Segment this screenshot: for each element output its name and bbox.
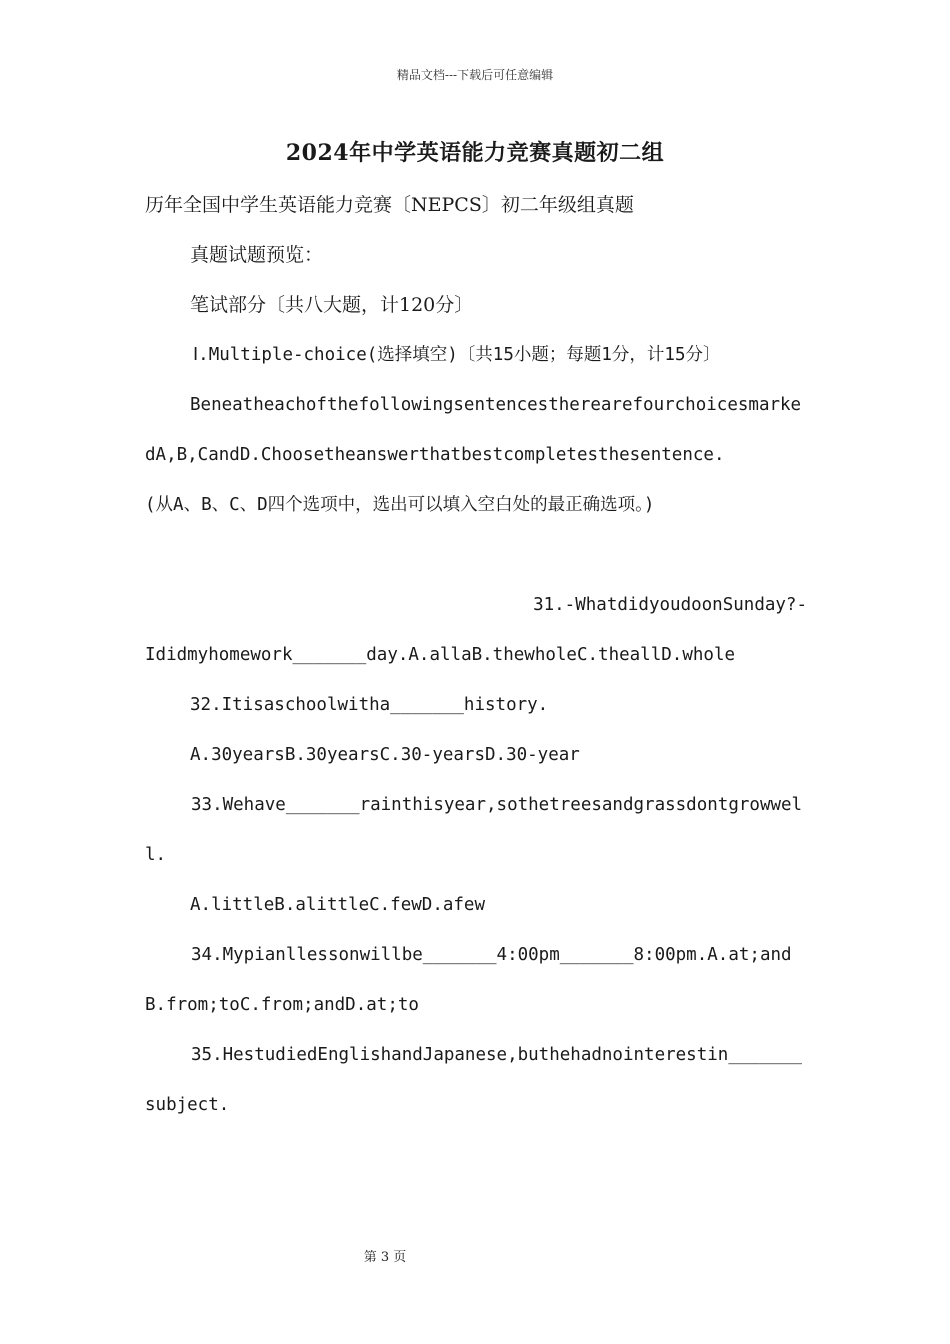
document-title: 2024年中学英语能力竞赛真题初二组 [285, 140, 665, 166]
preview-label: 真题试题预览： [190, 244, 324, 266]
question-33-options: A.littleB.alittleC.fewD.afew [190, 895, 486, 915]
document-body [145, 180, 807, 1130]
blank-line [145, 530, 807, 580]
question-31-line2: Ididmyhomework_______day.A.allaB.thewholeC.theallD.whole [145, 645, 736, 665]
question-33: 33.Wehave_______rainthisyear,sothetreesandgrassdontgrowwell. [145, 795, 803, 865]
question-35: 35.HestudiedEnglishandJapanese,buthehadnointerestin_______subject. [145, 1045, 803, 1115]
question-32-options: A.30yearsB.30yearsC.30-yearsD.30-year [190, 745, 580, 765]
question-34: 34.Mypianllessonwillbe_______4:00pm_______8:00pm.A.at;andB.from;toC.from;andD.at;to [145, 945, 792, 1015]
page-header: 精品文档---下载后可任意编辑 [396, 68, 554, 82]
instructions-english: BeneatheachofthefollowingsentencestherearefourchoicesmarkedA,B,CandD.Choosetheanswerthatbestcompletesthesentence. [145, 395, 802, 465]
part1-heading: Ⅰ.Multiple-choice(选择填空)〔共15小题；每题1分，计15分〕 [193, 345, 721, 365]
question-31-line1: 31.-WhatdidyoudoonSunday?- [533, 595, 807, 615]
page-number: 第 3 页 [363, 1250, 407, 1265]
written-section-label: 笔试部分〔共八大题，计120分〕 [190, 294, 474, 316]
subtitle: 历年全国中学生英语能力竞赛〔NEPCS〕初二年级组真题 [145, 194, 634, 216]
instructions-chinese: (从A、B、C、D四个选项中，选出可以填入空白处的最正确选项。) [145, 495, 655, 515]
question-32: 32.Itisaschoolwitha_______history. [190, 695, 549, 715]
